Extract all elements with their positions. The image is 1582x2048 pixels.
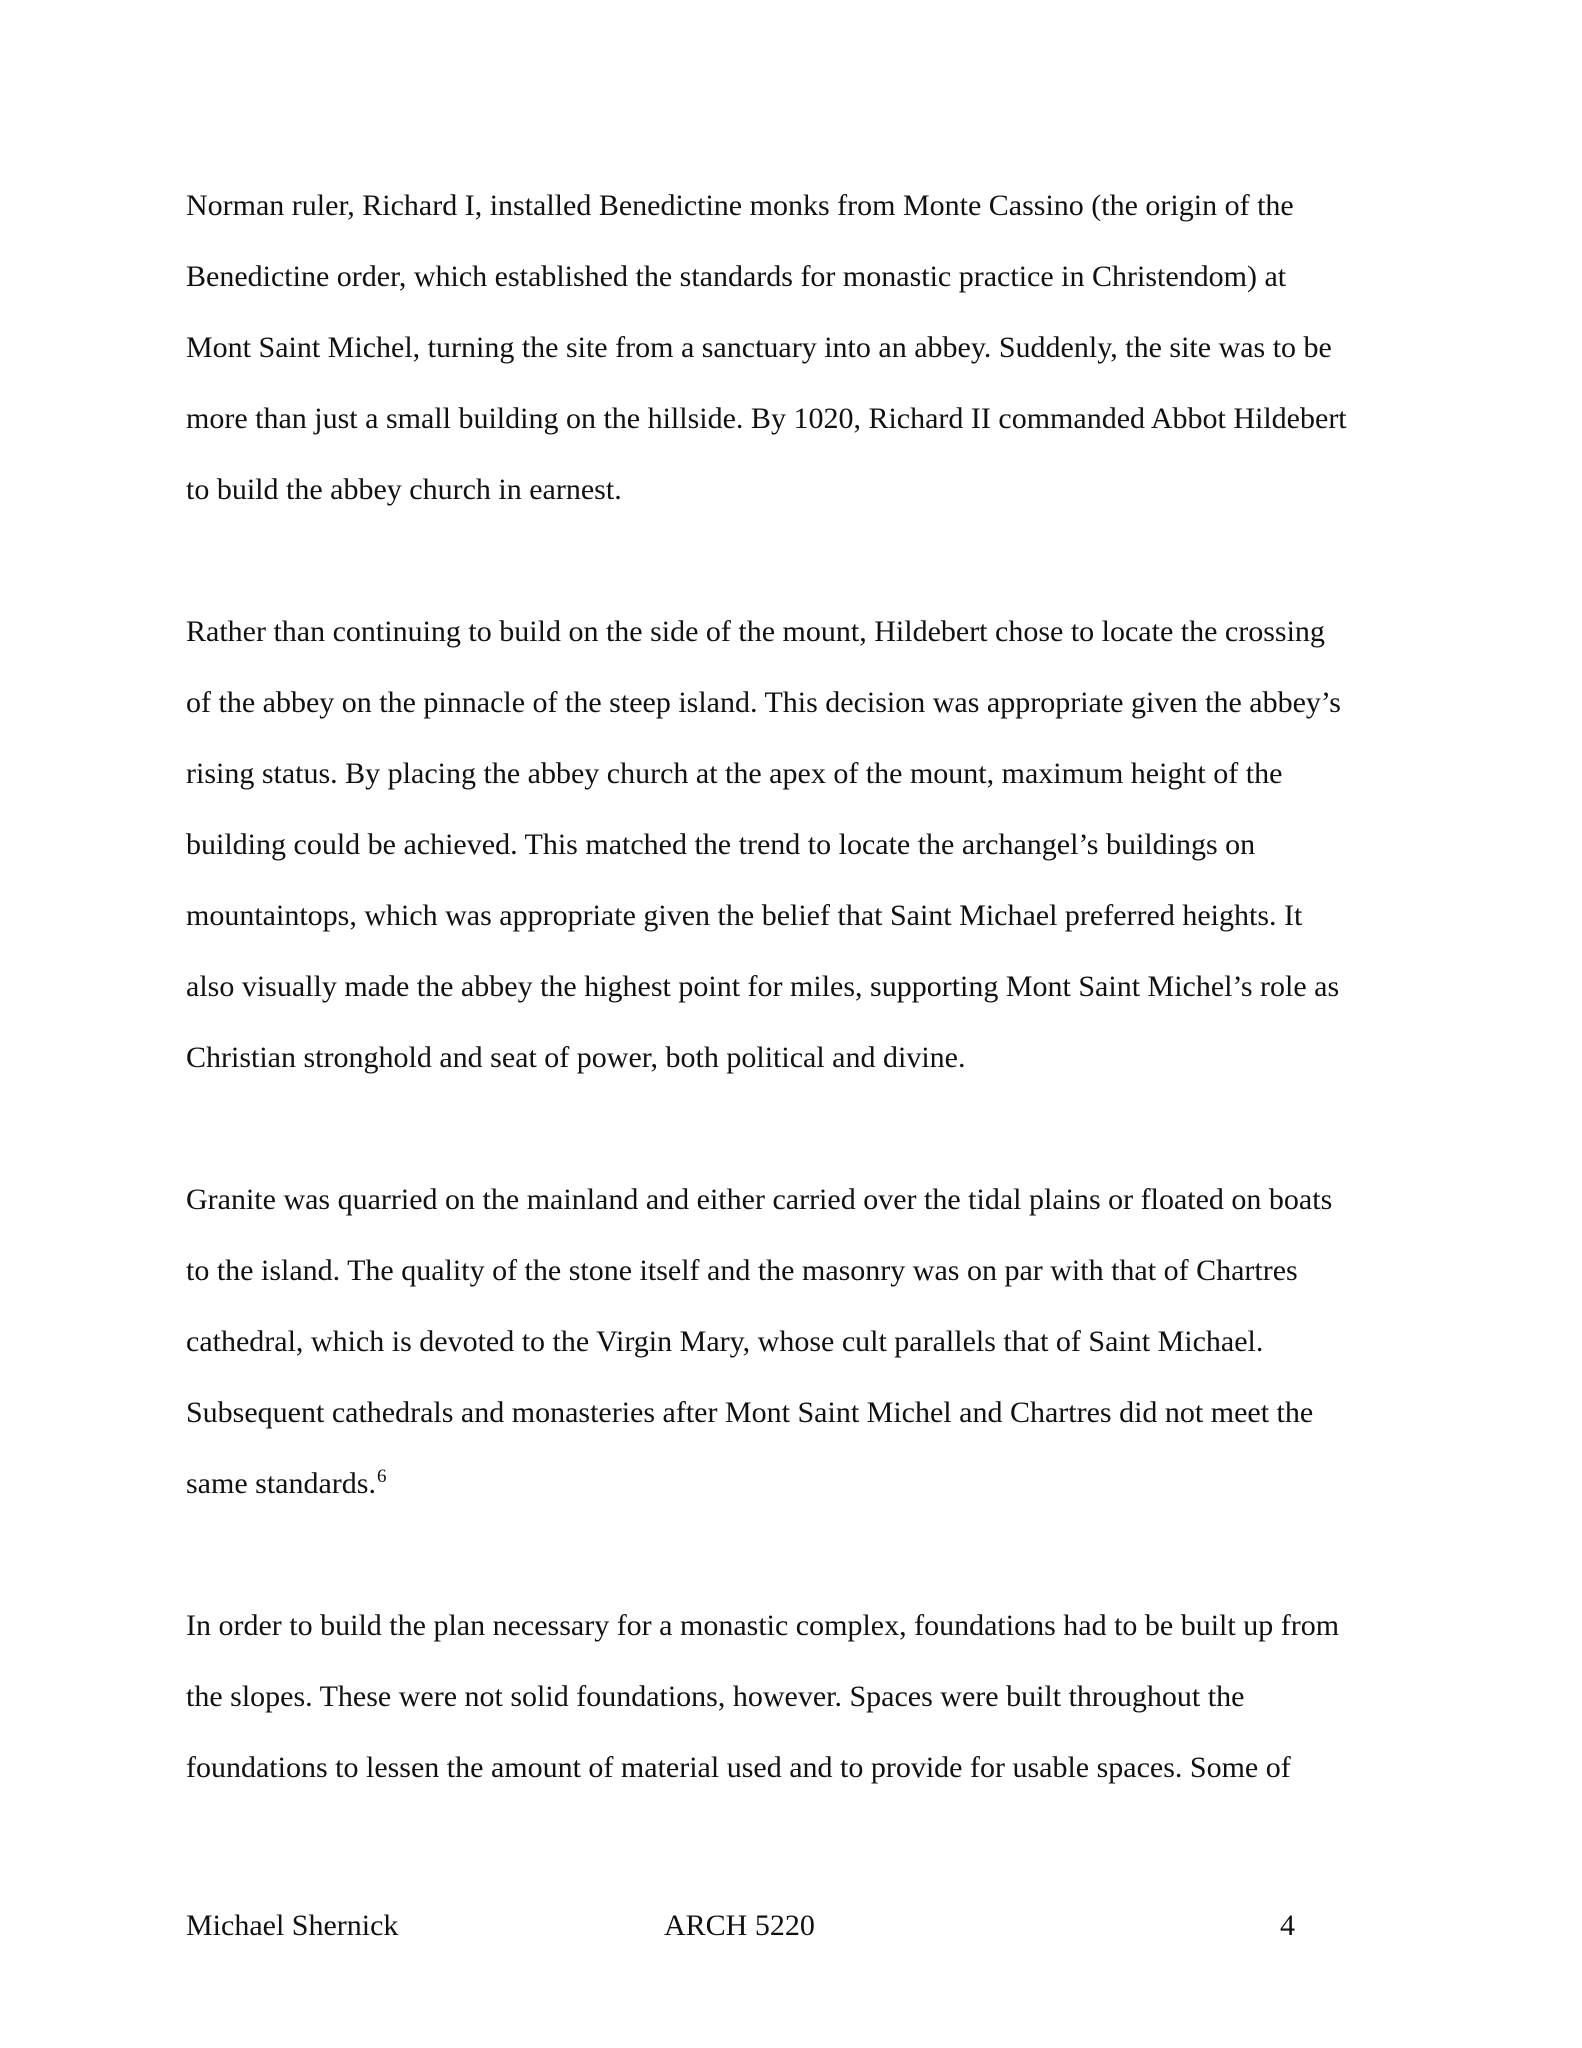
paragraph-3-line-1: Granite was quarried on the mainland and either carried over the tidal plains or floated on boats <box>186 1183 1333 1216</box>
footer-course: ARCH 5220 <box>664 1909 815 1942</box>
paragraph-3-line-2: to the island. The quality of the stone itself and the masonry was on par with that of Chartres <box>186 1254 1298 1287</box>
paragraph-4-line-2: the slopes. These were not solid foundations, however. Spaces were built throughout the <box>186 1680 1245 1713</box>
paragraph-4-line-3: foundations to lessen the amount of material used and to provide for usable spaces. Some of <box>186 1751 1291 1784</box>
paragraph-3-line-5 <box>186 1466 386 1502</box>
footer-page-number: 4 <box>1280 1909 1295 1942</box>
paragraph-2-line-6: also visually made the abbey the highest point for miles, supporting Mont Saint Michel’s role as <box>186 970 1340 1003</box>
paragraph-1-line-1: Norman ruler, Richard I, installed Benedictine monks from Monte Cassino (the origin of the <box>186 189 1294 222</box>
paragraph-1-line-2: Benedictine order, which established the standards for monastic practice in Christendom) at <box>186 260 1287 293</box>
paragraph-4-line-1: In order to build the plan necessary for a monastic complex, foundations had to be built up from <box>186 1609 1340 1642</box>
footnote-marker: 6 <box>376 1466 387 1487</box>
paragraph-2-line-7: Christian stronghold and seat of power, both political and divine. <box>186 1041 966 1074</box>
paragraph-1-line-3: Mont Saint Michel, turning the site from a sanctuary into an abbey. Suddenly, the site was to be <box>186 331 1332 364</box>
paragraph-2-line-5: mountaintops, which was appropriate given the belief that Saint Michael preferred heights. It <box>186 899 1303 932</box>
paragraph-3-line-3: cathedral, which is devoted to the Virgin Mary, whose cult parallels that of Saint Michael. <box>186 1325 1264 1358</box>
paragraph-2-line-4: building could be achieved. This matched the trend to locate the archangel’s buildings on <box>186 828 1256 861</box>
paragraph-2-line-3: rising status. By placing the abbey church at the apex of the mount, maximum height of the <box>186 757 1283 790</box>
paragraph-3-line-4: Subsequent cathedrals and monasteries after Mont Saint Michel and Chartres did not meet the <box>186 1396 1314 1429</box>
footer-author: Michael Shernick <box>186 1909 399 1942</box>
paragraph-1-line-5: to build the abbey church in earnest. <box>186 473 622 506</box>
paragraph-1-line-4: more than just a small building on the hillside. By 1020, Richard II commanded Abbot Hildebert <box>186 402 1347 435</box>
paragraph-3-line-5-text: same standards. <box>186 1467 376 1500</box>
paragraph-2-line-2: of the abbey on the pinnacle of the steep island. This decision was appropriate given the abbey’s <box>186 686 1341 719</box>
paragraph-2-line-1: Rather than continuing to build on the side of the mount, Hildebert chose to locate the crossing <box>186 615 1325 648</box>
